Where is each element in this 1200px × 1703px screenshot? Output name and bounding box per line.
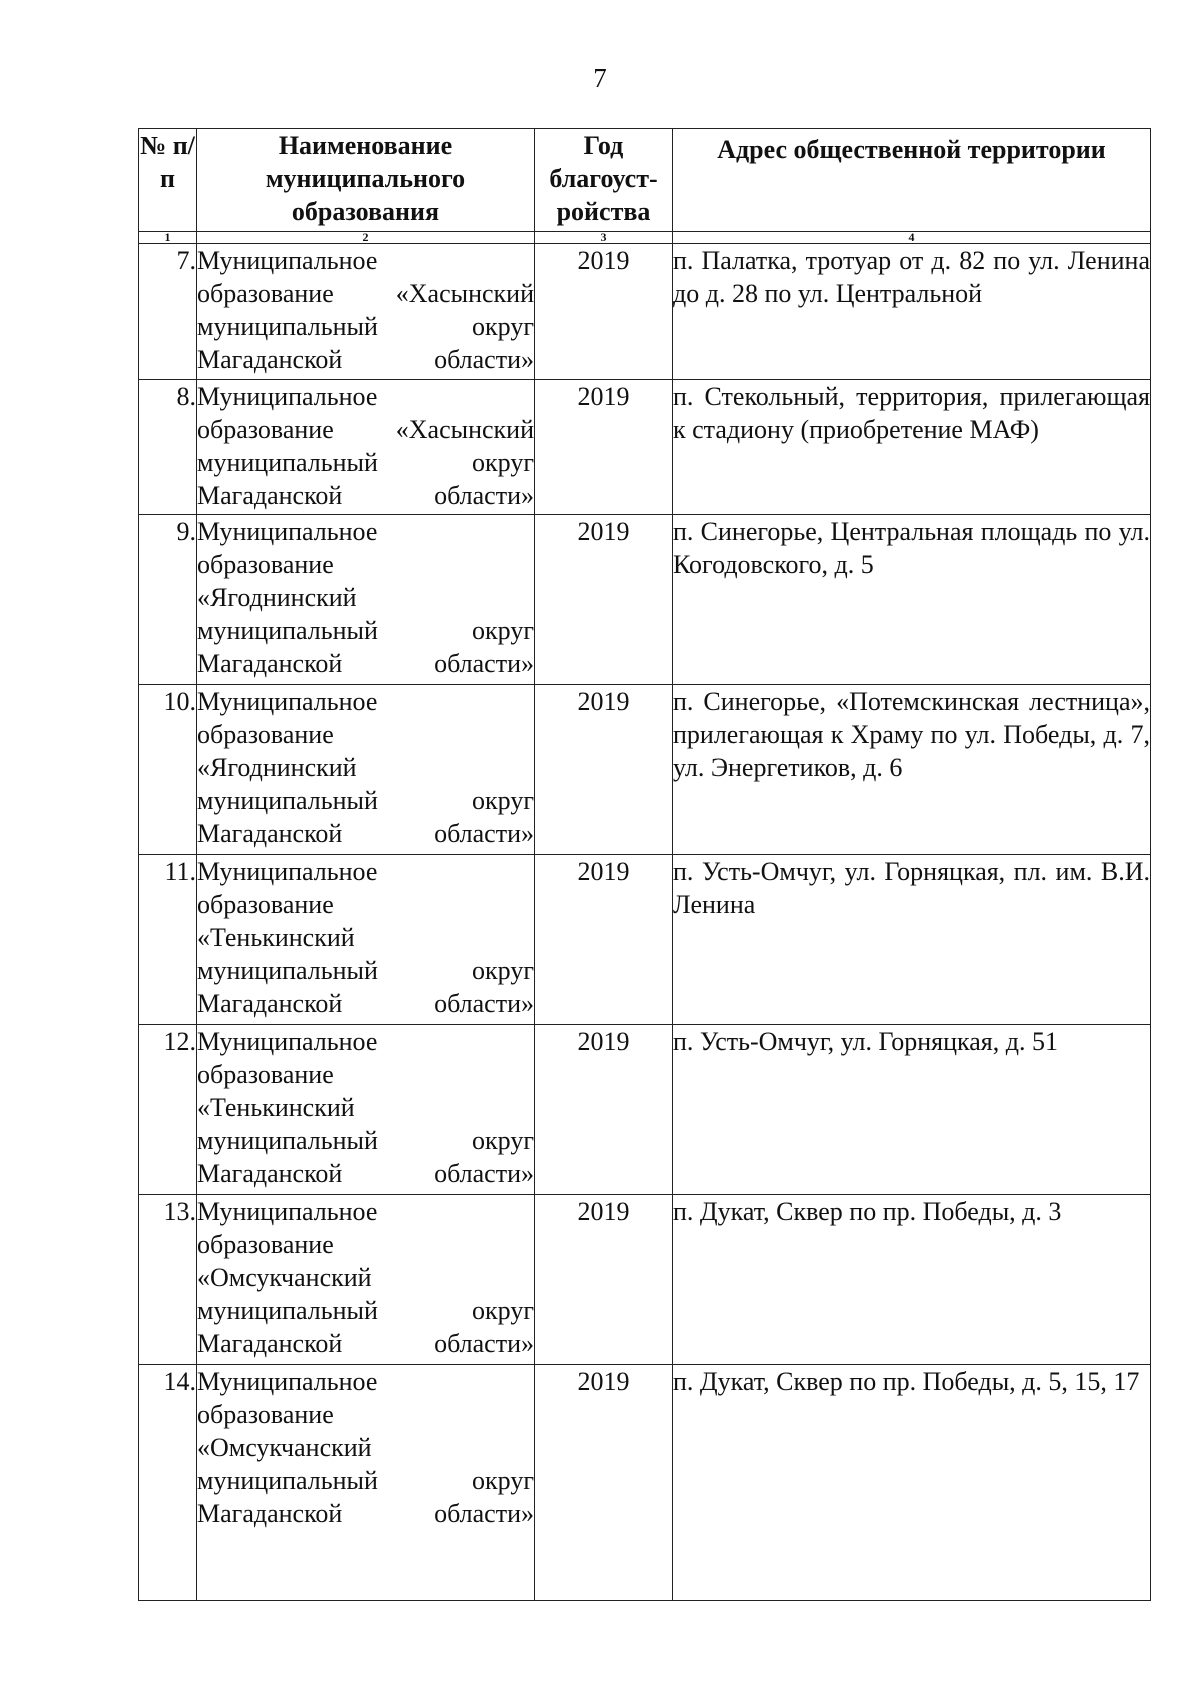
table-row — [139, 1195, 1151, 1365]
territory-table — [138, 128, 1151, 1601]
municipality-name — [197, 685, 535, 855]
municipality-name-line: муниципальный округ — [197, 448, 534, 477]
header-year: Год благоуст-ройства — [535, 129, 673, 232]
municipality-name — [197, 1365, 535, 1601]
row-number: 12. — [139, 1025, 197, 1195]
municipality-name-line: муниципальный округ — [197, 1466, 534, 1495]
territory-address: п. Стекольный, территория, прилегающая к стадиону (приобретение МАФ) — [673, 380, 1151, 515]
municipality-name-line: Муниципальное — [197, 1367, 378, 1396]
municipality-name-line: «Тенькинский — [197, 923, 355, 952]
territory-address: п. Усть-Омчуг, ул. Горняцкая, пл. им. В.И. Ленина — [673, 855, 1151, 1025]
table-row — [139, 855, 1151, 1025]
municipality-name-line: Муниципальное — [197, 1027, 378, 1056]
municipality-name-line: Магаданской области» — [197, 1329, 534, 1358]
header-number: № п/п — [139, 129, 197, 232]
municipality-name-line: Магаданской области» — [197, 345, 534, 374]
table-row — [139, 380, 1151, 515]
municipality-name-line: Муниципальное — [197, 687, 378, 716]
row-number: 10. — [139, 685, 197, 855]
table-row — [139, 1365, 1151, 1601]
municipality-name-line: Муниципальное — [197, 246, 378, 275]
territory-address: п. Дукат, Сквер по пр. Победы, д. 3 — [673, 1195, 1151, 1365]
municipality-name — [197, 1025, 535, 1195]
column-number: 4 — [673, 232, 1151, 244]
row-number: 11. — [139, 855, 197, 1025]
table-row — [139, 244, 1151, 380]
municipality-name-line: муниципальный округ — [197, 786, 534, 815]
municipality-name-line: образование — [197, 550, 334, 579]
column-number: 2 — [197, 232, 535, 244]
row-number: 7. — [139, 244, 197, 380]
municipality-name-line: Магаданской области» — [197, 1159, 534, 1188]
column-numbers-row — [139, 232, 1151, 244]
municipality-name-line: образование — [197, 890, 334, 919]
territory-address: п. Дукат, Сквер по пр. Победы, д. 5, 15, 17 — [673, 1365, 1151, 1601]
municipality-name-line: Муниципальное — [197, 1197, 378, 1226]
improvement-year: 2019 — [535, 1195, 673, 1365]
municipality-name-line: образование — [197, 1060, 334, 1089]
row-number: 14. — [139, 1365, 197, 1601]
municipality-name-line: Магаданской области» — [197, 649, 534, 678]
header-municipality: Наименование муниципального образования — [197, 129, 535, 232]
municipality-name-line: «Омсукчанский — [197, 1433, 372, 1462]
municipality-name-line: «Омсукчанский — [197, 1263, 372, 1292]
municipality-name-line: муниципальный округ — [197, 1296, 534, 1325]
municipality-name-line: Магаданской области» — [197, 989, 534, 1018]
improvement-year: 2019 — [535, 1025, 673, 1195]
territory-address: п. Синегорье, «Потемскинская лестница», прилегающая к Храму по ул. Победы, д. 7, ул. Энергетиков, д. 6 — [673, 685, 1151, 855]
municipality-name-line: образование — [197, 720, 334, 749]
municipality-name-line: образование «Хасынский — [197, 415, 534, 444]
table-body — [139, 244, 1151, 1601]
municipality-name-line: «Ягоднинский — [197, 753, 357, 782]
row-number: 13. — [139, 1195, 197, 1365]
municipality-name-line: образование — [197, 1230, 334, 1259]
improvement-year: 2019 — [535, 855, 673, 1025]
municipality-name-line: муниципальный округ — [197, 956, 534, 985]
municipality-name-line: муниципальный округ — [197, 312, 534, 341]
improvement-year: 2019 — [535, 515, 673, 685]
municipality-name-line: Магаданской области» — [197, 1499, 534, 1528]
municipality-name-line: Муниципальное — [197, 857, 378, 886]
municipality-name — [197, 1195, 535, 1365]
column-number: 3 — [535, 232, 673, 244]
table-row — [139, 1025, 1151, 1195]
row-number: 9. — [139, 515, 197, 685]
improvement-year: 2019 — [535, 244, 673, 380]
municipality-name-line: «Тенькинский — [197, 1093, 355, 1122]
municipality-name — [197, 380, 535, 515]
municipality-name-line: Магаданской области» — [197, 819, 534, 848]
municipality-name-line: Муниципальное — [197, 382, 378, 411]
municipality-name — [197, 244, 535, 380]
improvement-year: 2019 — [535, 685, 673, 855]
municipality-name — [197, 855, 535, 1025]
column-number: 1 — [139, 232, 197, 244]
table-header-row — [139, 129, 1151, 232]
municipality-name-line: муниципальный округ — [197, 616, 534, 645]
row-number: 8. — [139, 380, 197, 515]
table-row — [139, 685, 1151, 855]
municipality-name-line: Муниципальное — [197, 517, 378, 546]
territory-address: п. Усть-Омчуг, ул. Горняцкая, д. 51 — [673, 1025, 1151, 1195]
header-address: Адрес общественной территории — [673, 129, 1151, 232]
municipality-name-line: образование «Хасынский — [197, 279, 534, 308]
improvement-year: 2019 — [535, 380, 673, 515]
page-number: 7 — [593, 63, 607, 93]
municipality-name-line: Магаданской области» — [197, 481, 534, 510]
table-row — [139, 515, 1151, 685]
territory-address: п. Палатка, тротуар от д. 82 по ул. Ленина до д. 28 по ул. Центральной — [673, 244, 1151, 380]
municipality-name-line: «Ягоднинский — [197, 583, 357, 612]
municipality-name-line: образование — [197, 1400, 334, 1429]
improvement-year: 2019 — [535, 1365, 673, 1601]
territory-address: п. Синегорье, Центральная площадь по ул. Когодовского, д. 5 — [673, 515, 1151, 685]
municipality-name-line: муниципальный округ — [197, 1126, 534, 1155]
municipality-name — [197, 515, 535, 685]
